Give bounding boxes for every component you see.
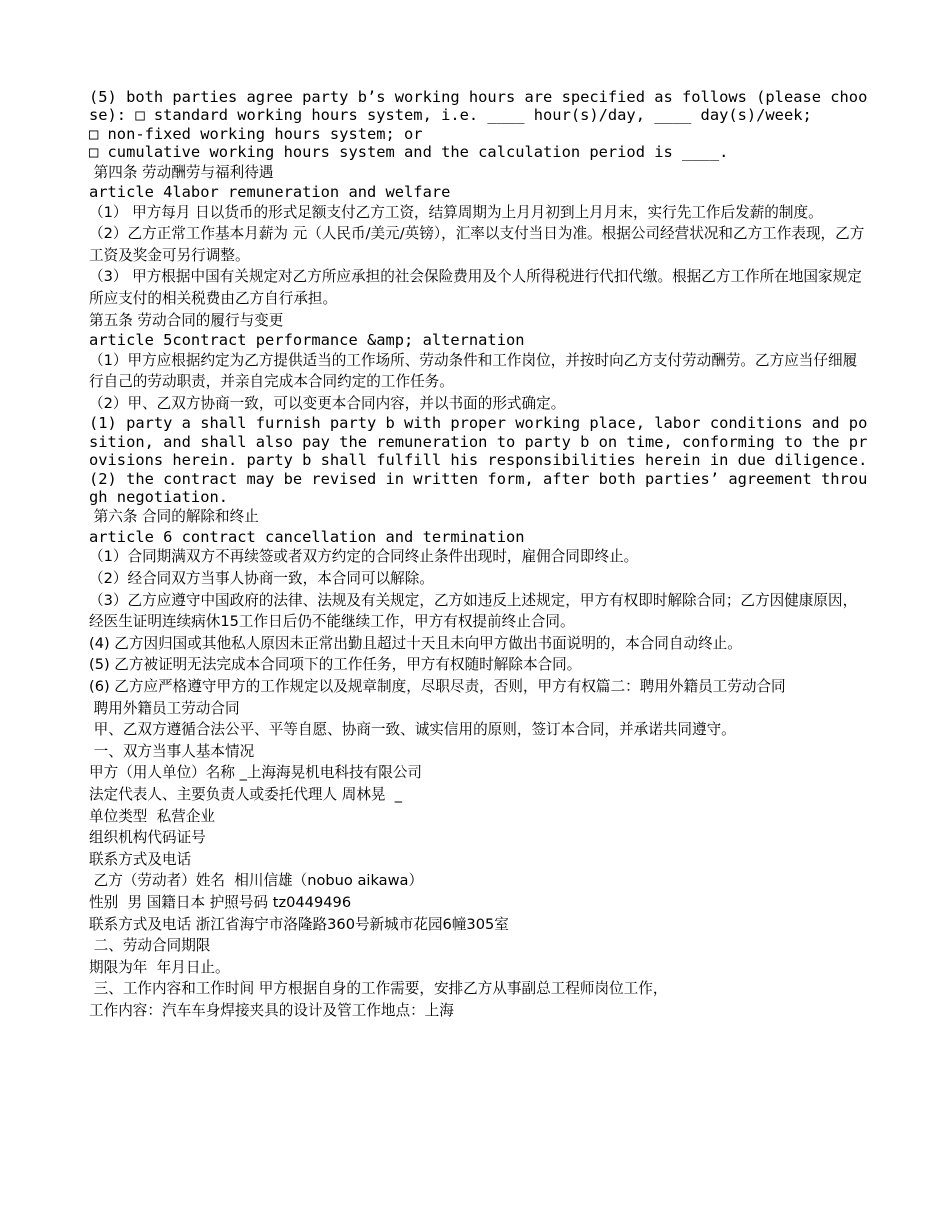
- document-paragraph: （2）经合同双方当事人协商一致，本合同可以解除。: [89, 570, 434, 587]
- document-paragraph: article 4labor remuneration and welfare: [89, 183, 451, 202]
- document-paragraph: （1）合同期满双方不再续签或者双方约定的合同终止条件出现时，雇佣合同即终止。: [89, 548, 639, 566]
- document-paragraph: □ cumulative working hours system and the calculation period is ____.: [89, 143, 729, 162]
- document-paragraph: （3）乙方应遵守中国政府的法律、法规及有关规定，乙方如违反上述规定，甲方有权即时解除合同；乙方因健康原因，经医生证明连续病休15工作日后仍不能继续工作，甲方有权提前终止合同。: [89, 591, 858, 631]
- document-paragraph: （2）乙方正常工作基本月薪为 元（人民币/美元/英镑），汇率以支付当日为准。根据公司经营状况和乙方工作表现，乙方工资及奖金可另行调整。: [89, 225, 865, 264]
- document-paragraph: 单位类型 私营企业: [89, 807, 216, 825]
- document-paragraph: (4) 乙方因归国或其他私人原因未正常出勤且超过十天且未向甲方做出书面说明的，本合同自动终止。: [89, 634, 742, 652]
- document-paragraph: (2) the contract may be revised in written form, after both parties’ agreement through negotiation.: [89, 469, 868, 506]
- document-paragraph: 聘用外籍员工劳动合同: [89, 699, 240, 717]
- document-paragraph: (1) party a shall furnish party b with proper working place, labor conditions and position, and shall also pay the remuneration to party b on time, conforming to the provisions herein. party b shall fulfill his responsibilities herein in due diligence.: [89, 414, 868, 470]
- document-paragraph: 乙方（劳动者）姓名 相川信雄（nobuo aikawa）: [89, 872, 424, 890]
- document-paragraph: (5) 乙方被证明无法完成本合同项下的工作任务，甲方有权随时解除本合同。: [89, 656, 582, 674]
- document-paragraph: 法定代表人、主要负责人或委托代理人 周林晃 _: [89, 785, 403, 803]
- document-paragraph: 第四条 劳动酬劳与福利待遇: [89, 163, 274, 181]
- document-paragraph: （3） 甲方根据中国有关规定对乙方所应承担的社会保险费用及个人所得税进行代扣代缴。根据乙方工作所在地国家规定所应支付的相关税费由乙方自行承担。: [89, 268, 862, 307]
- document-paragraph: 性别 男 国籍日本 护照号码 tz0449496: [89, 893, 352, 911]
- document-paragraph: 联系方式及电话 浙江省海宁市洛隆路360号新城市花园6幢305室: [89, 915, 509, 933]
- document-paragraph: （1） 甲方每月 日以货币的形式足额支付乙方工资，结算周期为上月月初到上月月末，实行先工作后发薪的制度。: [89, 203, 823, 221]
- document-paragraph: 第五条 劳动合同的履行与变更: [89, 311, 284, 329]
- document-paragraph: 联系方式及电话: [89, 850, 192, 868]
- document-paragraph: （2）甲、乙双方协商一致，可以变更本合同内容，并以书面的形式确定。: [89, 394, 566, 412]
- document-paragraph: 组织机构代码证号: [89, 829, 206, 847]
- document-paragraph: 工作内容：汽车车身焊接夹具的设计及管工作地点：上海: [89, 1001, 454, 1019]
- document-paragraph: (5) both parties agree party b’s working hours are specified as follows (please choose): □ standard working hours system, i.e. ____ hour(s)/day, ____ day(s)/week;: [89, 88, 868, 125]
- document-paragraph: 甲、乙双方遵循合法公平、平等自愿、协商一致、诚实信用的原则，签订本合同，并承诺共同遵守。: [89, 721, 736, 739]
- document-paragraph: (6) 乙方应严格遵守甲方的工作规定以及规章制度，尽职尽责，否则，甲方有权篇二：聘用外籍员工劳动合同: [89, 677, 786, 695]
- document-paragraph: 三、工作内容和工作时间 甲方根据自身的工作需要，安排乙方从事副总工程师岗位工作，: [89, 980, 668, 998]
- document-paragraph: 第六条 合同的解除和终止: [89, 508, 259, 526]
- document-paragraph: 一、双方当事人基本情况: [89, 742, 255, 760]
- document-body: [89, 88, 869, 1021]
- document-paragraph: article 5contract performance &amp; alternation: [89, 331, 525, 350]
- document-paragraph: 甲方（用人单位）名称 _上海海晃机电科技有限公司: [89, 764, 423, 782]
- document-paragraph: □ non-fixed working hours system; or: [89, 124, 423, 143]
- document-paragraph: article 6 contract cancellation and termination: [89, 528, 525, 546]
- document-paragraph: （1）甲方应根据约定为乙方提供适当的工作场所、劳动条件和工作岗位，并按时向乙方支付劳动酬劳。乙方应当仔细履行自己的劳动职责，并亲自完成本合同约定的工作任务。: [89, 351, 858, 391]
- document-paragraph: 期限为年 年月日止。: [89, 958, 230, 976]
- document-paragraph: 二、劳动合同期限: [89, 937, 211, 955]
